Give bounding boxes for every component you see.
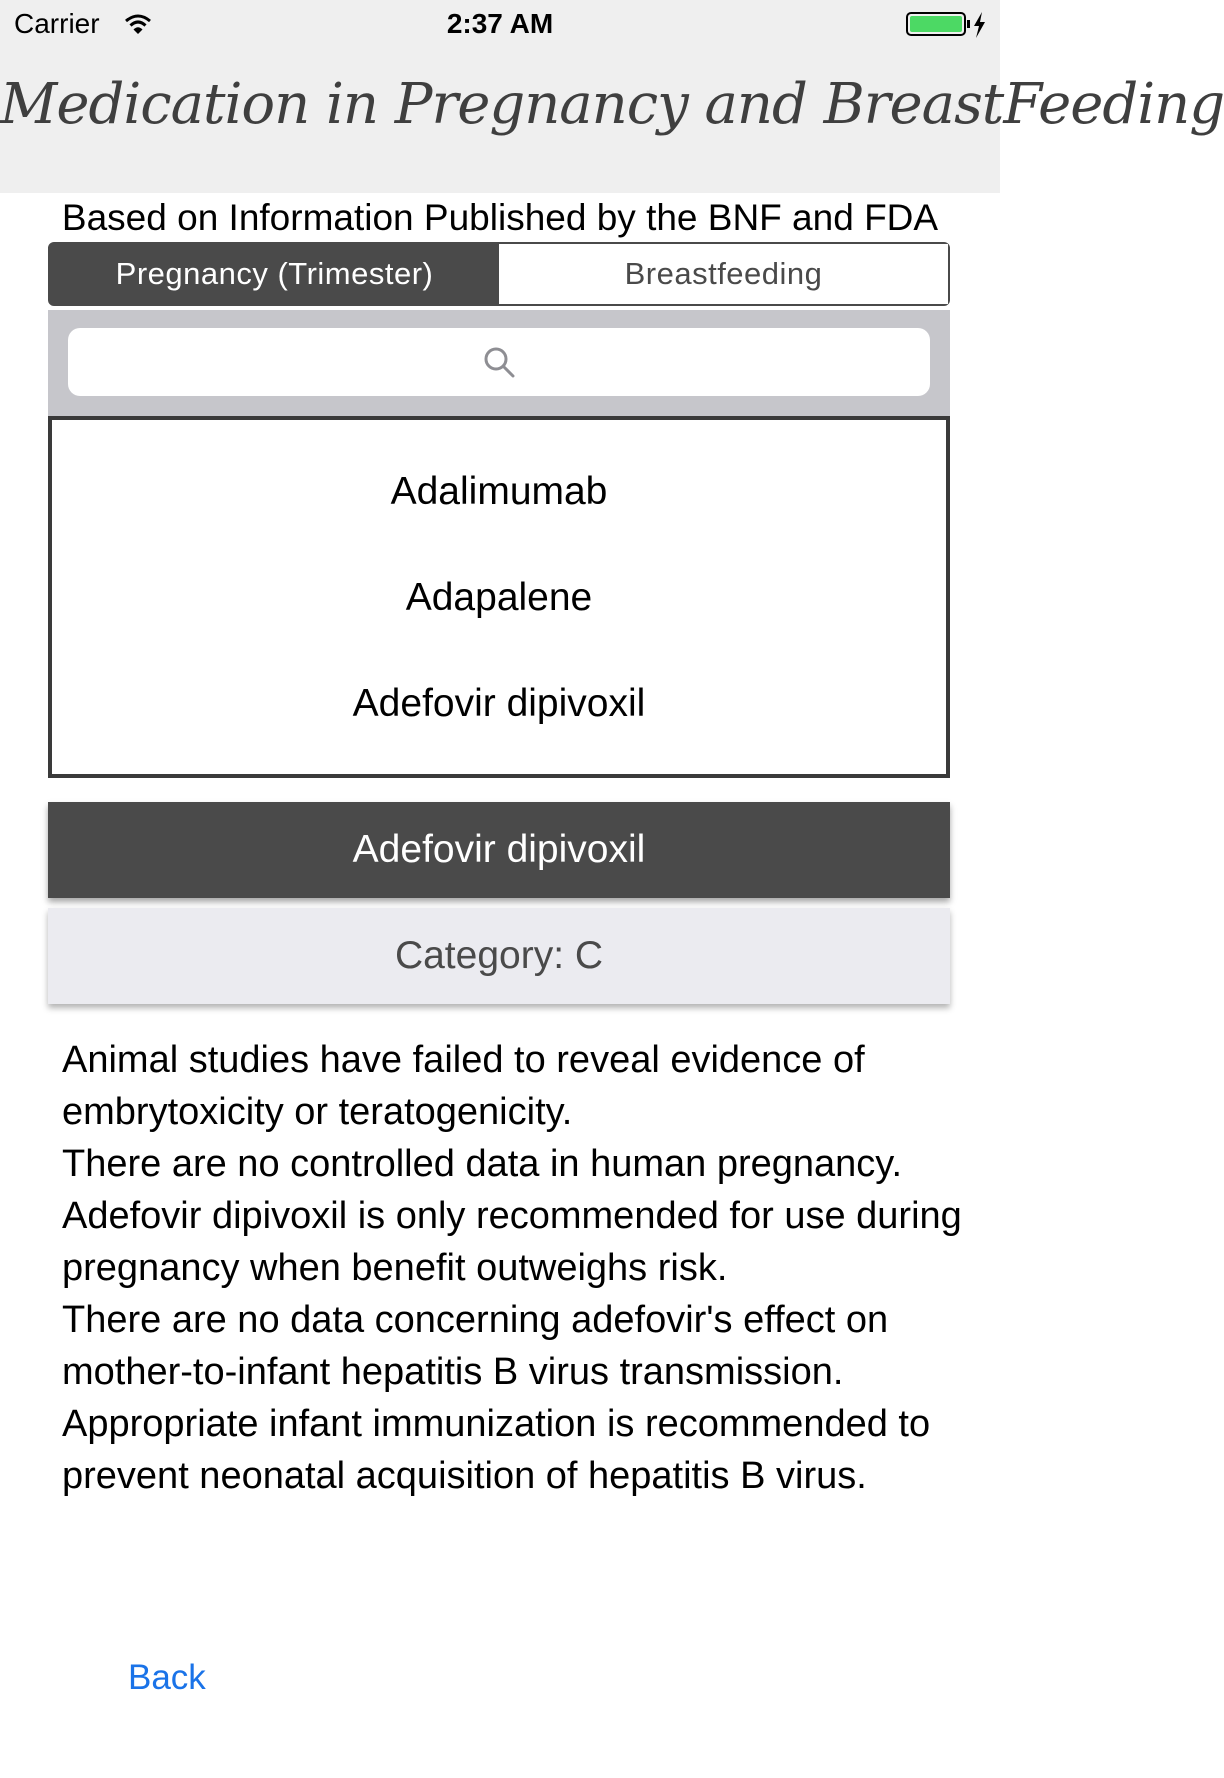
carrier-label: Carrier (14, 8, 100, 39)
description-paragraph: Appropriate infant immunization is recommended to prevent neonatal acquisition of hepatitis B virus. (62, 1403, 931, 1497)
segment-pregnancy[interactable]: Pregnancy (Trimester) (50, 244, 499, 304)
description-paragraph: Adefovir dipivoxil is only recommended for use during pregnancy when benefit outweighs risk. (62, 1195, 962, 1289)
mode-segmented-control (48, 242, 950, 306)
search-icon (481, 344, 517, 380)
category-label: Category: C (48, 908, 950, 1004)
search-input[interactable] (68, 328, 930, 396)
description-text (62, 1034, 962, 1614)
picker-item[interactable]: Adalimumab (390, 470, 608, 513)
description-paragraph: Animal studies have failed to reveal evidence of embrytoxicity or teratogenicity. (62, 1039, 865, 1133)
medication-picker[interactable] (48, 416, 950, 778)
segment-breastfeeding[interactable]: Breastfeeding (499, 244, 948, 304)
picker-item[interactable]: Adapalene (405, 576, 593, 619)
status-bar (0, 0, 1000, 50)
description-paragraph: There are no data concerning adefovir's effect on mother-to-infant hepatitis B virus transmission. (62, 1299, 889, 1393)
description-paragraph: There are no controlled data in human pregnancy. (62, 1143, 903, 1185)
back-button[interactable]: Back (128, 1658, 206, 1697)
picker-item[interactable]: Adefovir dipivoxil (352, 682, 646, 725)
selected-medication: Adefovir dipivoxil (48, 802, 950, 898)
battery-icon (906, 11, 988, 39)
app-title: Medication in Pregnancy and BreastFeeding (0, 72, 1224, 137)
subtitle: Based on Information Published by the BNF and FDA (61, 197, 939, 238)
search-bar (48, 310, 950, 416)
clock: 2:37 AM (446, 8, 554, 39)
